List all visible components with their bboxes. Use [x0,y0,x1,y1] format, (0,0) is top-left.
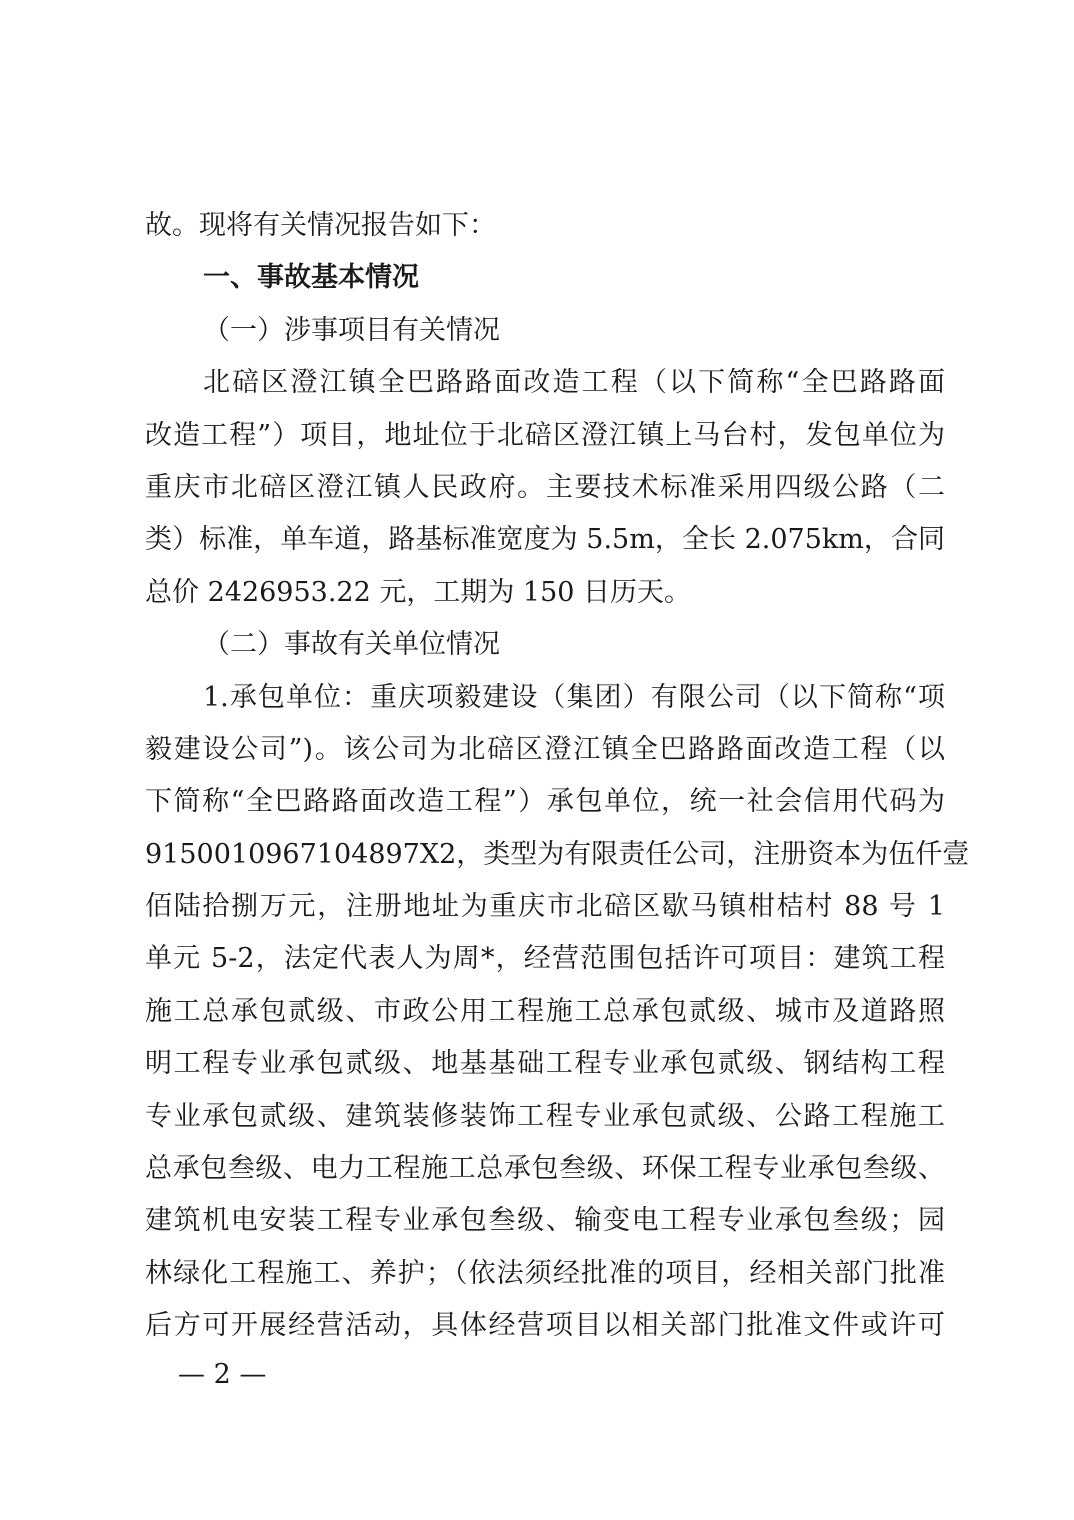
subsection-heading: （二）事故有关单位情况 [203,629,500,661]
paragraph-line: 总价 2426953.22 元，工期为 150 日历天。 [145,576,692,608]
section-heading: 一、事故基本情况 [203,262,419,294]
paragraph-line: 9150010967104897X2，类型为有限责任公司，注册资本为伍仟壹 [145,838,970,870]
page-number: — 2 — [178,1359,267,1390]
paragraph-line: 佰陆拾捌万元，注册地址为重庆市北碚区歇马镇柑桔村 88 号 1 [145,891,945,923]
subsection-heading: （一）涉事项目有关情况 [203,314,500,346]
paragraph-line: 专业承包贰级、建筑装修装饰工程专业承包贰级、公路工程施工 [145,1100,945,1132]
paragraph-line: 建筑机电安装工程专业承包叁级、输变电工程专业承包叁级；园 [145,1205,945,1237]
paragraph-line: 故。现将有关情况报告如下： [145,210,496,241]
paragraph-line: 林绿化工程施工、养护；（依法须经批准的项目，经相关部门批准 [145,1257,945,1289]
paragraph-line: 重庆市北碚区澄江镇人民政府。主要技术标准采用四级公路（二 [145,471,945,503]
paragraph-line: 单元 5-2，法定代表人为周*，经营范围包括许可项目：建筑工程 [145,943,945,975]
paragraph-line: 毅建设公司”)。该公司为北碚区澄江镇全巴路路面改造工程（以 [145,733,945,765]
paragraph-line: 北碚区澄江镇全巴路路面改造工程（以下简称“全巴路路面 [203,367,945,399]
paragraph-line: 施工总承包贰级、市政公用工程施工总承包贰级、城市及道路照 [145,995,945,1027]
paragraph-line: 明工程专业承包贰级、地基基础工程专业承包贰级、钢结构工程 [145,1048,945,1080]
paragraph-line: 类）标准，单车道，路基标准宽度为 5.5m，全长 2.075km，合同 [145,524,945,556]
paragraph-line: 改造工程”）项目，地址位于北碚区澄江镇上马台村，发包单位为 [145,419,945,451]
body-text [145,200,970,1353]
paragraph-line: 总承包叁级、电力工程施工总承包叁级、环保工程专业承包叁级、 [145,1153,945,1185]
paragraph-line: 下简称“全巴路路面改造工程”）承包单位，统一社会信用代码为 [145,786,945,818]
paragraph-line: 后方可开展经营活动，具体经营项目以相关部门批准文件或许可 [145,1310,945,1342]
paragraph-line: 1.承包单位：重庆项毅建设（集团）有限公司（以下简称“项 [203,681,945,713]
